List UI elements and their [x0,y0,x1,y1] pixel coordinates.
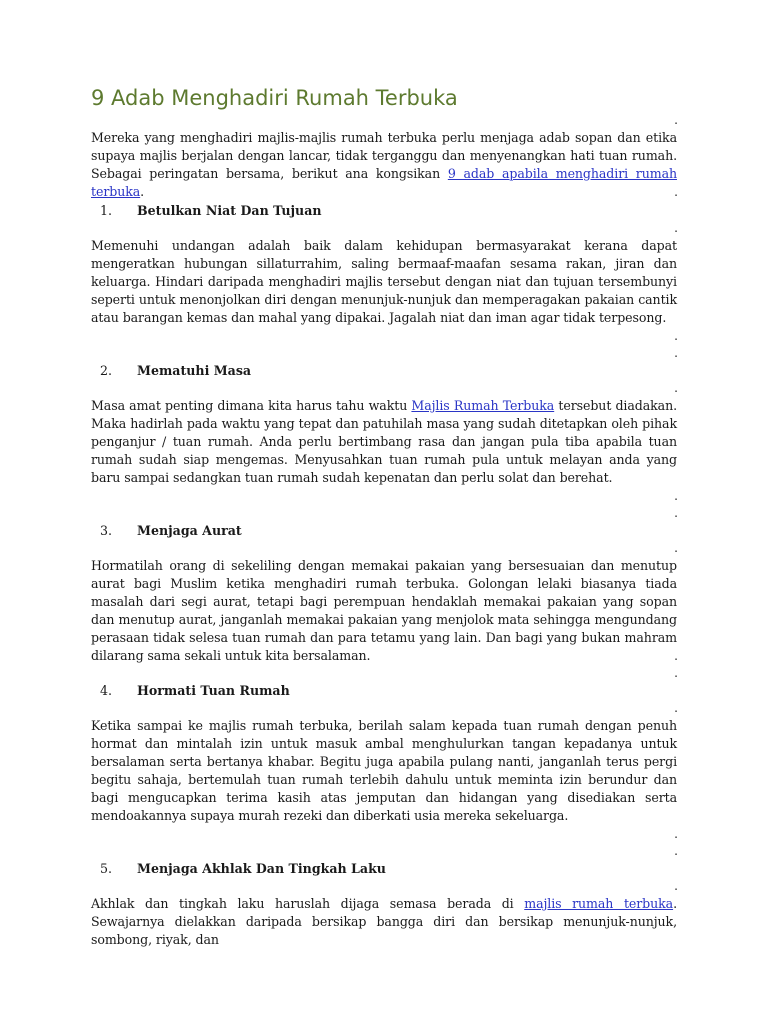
section-heading-1 [100,202,600,220]
dot-marker: . [674,666,678,680]
intro-paragraph [91,129,677,201]
dot-marker: . [674,827,678,841]
section-text: Memenuhi undangan adalah baik dalam kehidupan bermasyarakat kerana dapat mengeratkan hubungan sillaturrahim, saling bermaaf-maafan sesama rakan, jiran dan keluarga. Hindari daripada menghadiri majlis tersebut dengan niat dan tujuan tersembunyi seperti untuk menonjolkan diri dengan menunjuk-nunjuk dan memperagakan pakaian cantik atau barangan kemas dan mahal yang dipakai. Jagalah niat dan iman agar tidak terpesong. [91,238,677,325]
dot-marker: . [674,221,678,235]
section-text: Hormatilah orang di sekeliling dengan memakai pakaian yang bersesuaian dan menutup aurat bagi Muslim ketika menghadiri rumah terbuka. Golongan lelaki biasanya tiada masalah dari segi aurat, tetapi bagi perempuan hendaklah memakai pakaian yang sopan dan menutup aurat, janganlah memakai pakaian yang menjolok mata sehingga mengundang perasaan tidak selesa tuan rumah dan para tetamu yang lain. Dan bagi yang bukan mahram dilarang sama sekali untuk kita bersalaman. [91,558,677,663]
section-number: 2. [100,363,113,378]
section-text: Akhlak dan tingkah laku haruslah dijaga semasa berada di [91,896,525,911]
dot-marker: . [674,541,678,555]
section-title: Mematuhi Masa [137,363,252,378]
section-paragraph-2 [91,397,677,487]
section-paragraph-4 [91,717,677,824]
majlis-rumah-terbuka-link[interactable]: Majlis Rumah Terbuka [411,398,555,413]
majlis-rumah-terbuka-link[interactable]: majlis rumah terbuka [524,896,674,911]
section-heading-2 [100,362,600,380]
page-title: 9 Adab Menghadiri Rumah Terbuka [91,86,458,110]
section-paragraph-1 [91,237,677,327]
section-number: 4. [100,683,113,698]
dot-marker: . [674,346,678,360]
section-title: Menjaga Aurat [137,523,242,538]
dot-marker: . [674,489,678,503]
dot-marker: . [674,879,678,893]
section-number: 1. [100,203,113,218]
dot-marker: . [674,113,678,127]
section-title: Menjaga Akhlak Dan Tingkah Laku [137,861,386,876]
section-paragraph-5 [91,895,677,949]
section-text-end: tersebut diadakan. Maka hadirlah pada waktu yang tepat dan patuhilah masa yang sudah ditetapkan oleh pihak penganjur / tuan rumah. Anda perlu bertimbang rasa dan jangan pula tiba apabila tuan rumah sudah siap mengemas. Menyusahkan tuan rumah pula untuk melayan anda yang baru sampai sedangkan tuan rumah sudah kepenatan dan perlu solat dan berehat. [91,398,677,485]
intro-text: Mereka yang menghadiri majlis-majlis rumah terbuka perlu menjaga adab sopan dan etika supaya majlis berjalan dengan lancar, tidak terganggu dan menyenangkan hati tuan rumah. Sebagai peringatan bersama, berikut ana kongsikan [91,130,677,181]
section-number: 5. [100,861,113,876]
dot-marker: . [674,649,678,663]
dot-marker: . [674,185,678,199]
dot-marker: . [674,701,678,715]
section-text: Ketika sampai ke majlis rumah terbuka, berilah salam kepada tuan rumah dengan penuh hormat dan mintalah izin untuk masuk ambal menghulurkan tangan kepadanya untuk bersalaman serta bertanya khabar. Begitu juga apabila pulang nanti, janganlah terus pergi begitu sahaja, bertemulah tuan rumah terlebih dahulu untuk meminta izin berundur dan bagi mengucapkan terima kasih atas jemputan dan hidangan yang disediakan serta mendoakannya supaya murah rezeki dan diberkati usia mereka sekeluarga. [91,718,677,823]
dot-marker: . [674,844,678,858]
section-heading-3 [100,522,600,540]
dot-marker: . [674,329,678,343]
section-title: Betulkan Niat Dan Tujuan [137,203,322,218]
section-paragraph-3 [91,557,677,664]
section-text-end: . Sewajarnya dielakkan daripada bersikap bangga diri dan bersikap menunjuk-nunjuk, sombong, riyak, dan [91,896,677,947]
section-heading-5 [100,860,600,878]
section-number: 3. [100,523,113,538]
intro-text-end: . [140,183,145,199]
intro-link[interactable]: 9 adab apabila menghadiri rumah terbuka [91,165,677,199]
section-text: Masa amat penting dimana kita harus tahu waktu [91,398,412,413]
section-heading-4 [100,682,600,700]
dot-marker: . [674,381,678,395]
section-title: Hormati Tuan Rumah [137,683,290,698]
dot-marker: . [674,506,678,520]
